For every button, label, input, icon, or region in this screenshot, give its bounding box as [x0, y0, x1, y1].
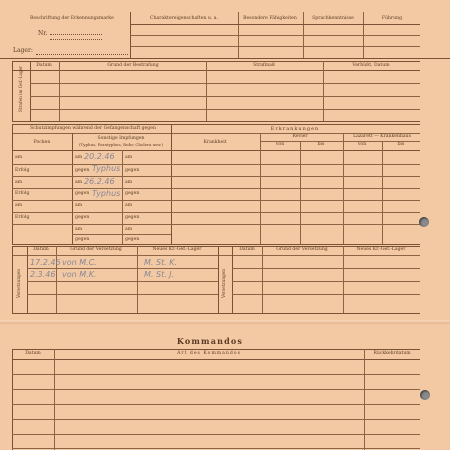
impf-row-label-6: Erfolg	[15, 215, 30, 220]
lager-line	[36, 54, 128, 55]
impf-row-label-4: Erfolg	[15, 191, 30, 196]
kommandos-col-art: Art des Kommandos	[177, 351, 241, 356]
impf-row-label-3: am	[15, 180, 23, 185]
impf-cell-10: gegen	[125, 191, 140, 196]
impf-cell-12: gegen	[125, 215, 140, 220]
strafen-col-3	[323, 61, 324, 121]
strafen-row-2	[30, 96, 420, 97]
vers-left-border	[12, 246, 13, 313]
top-row-line-2	[130, 46, 420, 47]
top-section-bottom	[0, 58, 450, 59]
vers-col-grund-left: Grund der Versetzung	[70, 247, 122, 252]
kommandos-row-3	[12, 404, 420, 405]
strafen-row-3	[30, 109, 420, 110]
erkr-col-revier-split	[300, 141, 301, 244]
erkr-subhead-line	[260, 141, 420, 142]
strafen-side-divider	[30, 61, 31, 121]
impf-pocken: Pocken	[33, 140, 51, 145]
kommandos-row-4	[12, 419, 420, 420]
kommandos-col-rueckkehr: Rückkehrdatum	[373, 351, 411, 356]
kommandos-row-6	[12, 448, 420, 449]
vers-side-label-right: Versetzungen	[221, 269, 226, 298]
impf-row-label-5: am	[15, 203, 23, 208]
strafen-col-grund: Grund der Bestrafung	[107, 63, 159, 68]
impf-cell-5: am	[75, 203, 83, 208]
strafen-left-border	[12, 61, 13, 121]
vers-row-1-right	[232, 268, 420, 269]
handwritten-impf-date-1: 20.2.46	[84, 152, 115, 161]
strafen-top-line	[12, 61, 420, 62]
vers-col-lager-left: Neues Kr.-Gef.-Lager	[152, 247, 202, 252]
impf-left-border	[12, 124, 13, 244]
erkr-lazarett-von: von	[357, 142, 367, 147]
kommandos-title: Kommandos	[176, 336, 244, 346]
handwritten-vers-date-2: 2.3.46	[30, 270, 56, 279]
impf-cell-6: gegen	[75, 215, 90, 220]
impf-row-2	[12, 176, 420, 177]
vers-row-3-left	[27, 294, 218, 295]
erkr-col-revier: Revier	[292, 134, 308, 139]
impf-row-5	[12, 212, 420, 213]
impf-sonstige-sub: (Typhus, Paratyphus, Ruhr, Cholera usw.)	[78, 142, 164, 147]
erkr-col-lazarett-split	[382, 141, 383, 244]
impf-cell-4: gegen	[75, 191, 90, 196]
impf-cell-9: am	[125, 180, 133, 185]
kommandos-row-1	[12, 374, 420, 375]
nr-line-2	[50, 39, 102, 40]
kommandos-header-line	[12, 359, 420, 360]
handwritten-vers-reason-1: von M.C.	[62, 258, 97, 267]
lager-label: Lager:	[13, 47, 33, 54]
vers-col-1	[56, 246, 57, 313]
impf-cell-12c: gegen	[125, 237, 140, 242]
impf-row-1	[12, 164, 420, 165]
impf-row-6	[12, 224, 420, 225]
impf-cell-3: am	[75, 180, 83, 185]
impf-cell-12b: am	[125, 227, 133, 232]
vers-col-datum-left: Datum	[33, 247, 49, 252]
vers-mid-divider	[218, 246, 219, 313]
vers-col-4	[343, 246, 344, 313]
impf-title: Schutzimpfungen während der Gefangenschaft gegen	[30, 126, 156, 131]
nr-label: Nr.	[38, 30, 48, 37]
handwritten-vers-date-1: 17.2.46	[30, 258, 61, 267]
nr-line-1	[50, 34, 102, 35]
impf-cell-1: am	[75, 155, 83, 160]
vers-col-2	[137, 246, 138, 313]
impf-row-label-1: am	[15, 155, 23, 160]
vers-col-datum-right: Datum	[239, 247, 255, 252]
impf-cell-6c: gegen	[75, 237, 90, 242]
vers-col-lager-right: Neues Kr.-Gef.-Lager	[356, 247, 406, 252]
impf-header-line	[12, 150, 420, 151]
strafen-bottom-line	[12, 121, 420, 122]
vers-col-3	[262, 246, 263, 313]
strafen-header-line	[12, 70, 420, 71]
vers-row-2-left	[27, 281, 218, 282]
strafen-col-2	[206, 61, 207, 121]
impf-sonstige: Sonstige Impfungen	[97, 136, 145, 141]
impf-bottom-line	[12, 244, 420, 245]
vers-col-grund-right: Grund der Versetzung	[276, 247, 328, 252]
strafen-col-strafmass: Strafmaß	[253, 63, 275, 68]
impf-cell-2: gegen	[75, 168, 90, 173]
handwritten-impf-date-2: 26.2.46	[84, 177, 115, 186]
handwritten-impf-type-1: Typhus	[92, 164, 121, 173]
impf-col-divider	[171, 124, 172, 244]
strafen-col-1	[59, 61, 60, 121]
kommandos-row-2	[12, 389, 420, 390]
vers-row-3-right	[232, 294, 420, 295]
impf-cell-7: am	[125, 155, 133, 160]
handwritten-vers-reason-2: von M.K.	[62, 270, 97, 279]
impf-row-4	[12, 200, 420, 201]
impf-cell-8: gegen	[125, 168, 140, 173]
vers-row-1-left	[27, 268, 218, 269]
header-fuehrung: Führung	[381, 16, 403, 21]
impf-row-7	[72, 234, 171, 235]
punch-hole-bottom	[420, 390, 430, 400]
header-erkennungsmarke: Beschriftung der Erkennungsmarke	[30, 16, 114, 21]
erkr-col-lazarett: Lazarett — Krankenhaus	[353, 134, 411, 139]
kommandos-top-line	[12, 349, 420, 350]
header-charakter: Charaktereigenschaften u. a.	[150, 16, 218, 21]
erkr-revier-von: von	[275, 142, 285, 147]
vers-side-divider-right	[232, 246, 233, 313]
punch-hole-top	[419, 217, 429, 227]
erkr-revier-bis: bis	[317, 142, 325, 147]
top-header-underline	[130, 24, 420, 25]
header-faehigkeiten: Besondere Fähigkeiten	[243, 16, 297, 21]
vers-header-line	[12, 255, 420, 256]
vers-side-divider-left	[27, 246, 28, 313]
erkr-lazarett-bis: bis	[397, 142, 405, 147]
strafen-side-label: Strafen im Gef.-Lager	[18, 65, 23, 112]
kommandos-col-datum: Datum	[25, 351, 41, 356]
vers-side-label-left: Versetzungen	[16, 269, 21, 298]
impf-cell-11: am	[125, 203, 133, 208]
vers-bottom-line	[12, 313, 420, 314]
strafen-col-verbuesst: Verbüßt, Datum	[352, 63, 390, 68]
impf-top-line	[12, 124, 420, 125]
handwritten-vers-new-2: M. St. J.	[144, 270, 175, 279]
impf-row-3	[12, 188, 420, 189]
erkr-col-krankheit: Krankheit	[203, 140, 227, 145]
impf-row-label-2: Erfolg	[15, 168, 30, 173]
header-sprachen: Sprachkenntnisse	[312, 16, 354, 21]
handwritten-impf-type-2: Typhus	[92, 189, 121, 198]
strafen-col-datum: Datum	[36, 63, 52, 68]
impf-cell-6b: am	[75, 227, 83, 232]
kommandos-row-5	[12, 434, 420, 435]
erkr-title: Erkrankungen	[270, 126, 320, 132]
vers-row-2-right	[232, 281, 420, 282]
handwritten-vers-new-1: M. St. K.	[144, 258, 178, 267]
card-fold	[0, 320, 450, 324]
top-row-line-1	[130, 35, 420, 36]
strafen-row-1	[30, 83, 420, 84]
